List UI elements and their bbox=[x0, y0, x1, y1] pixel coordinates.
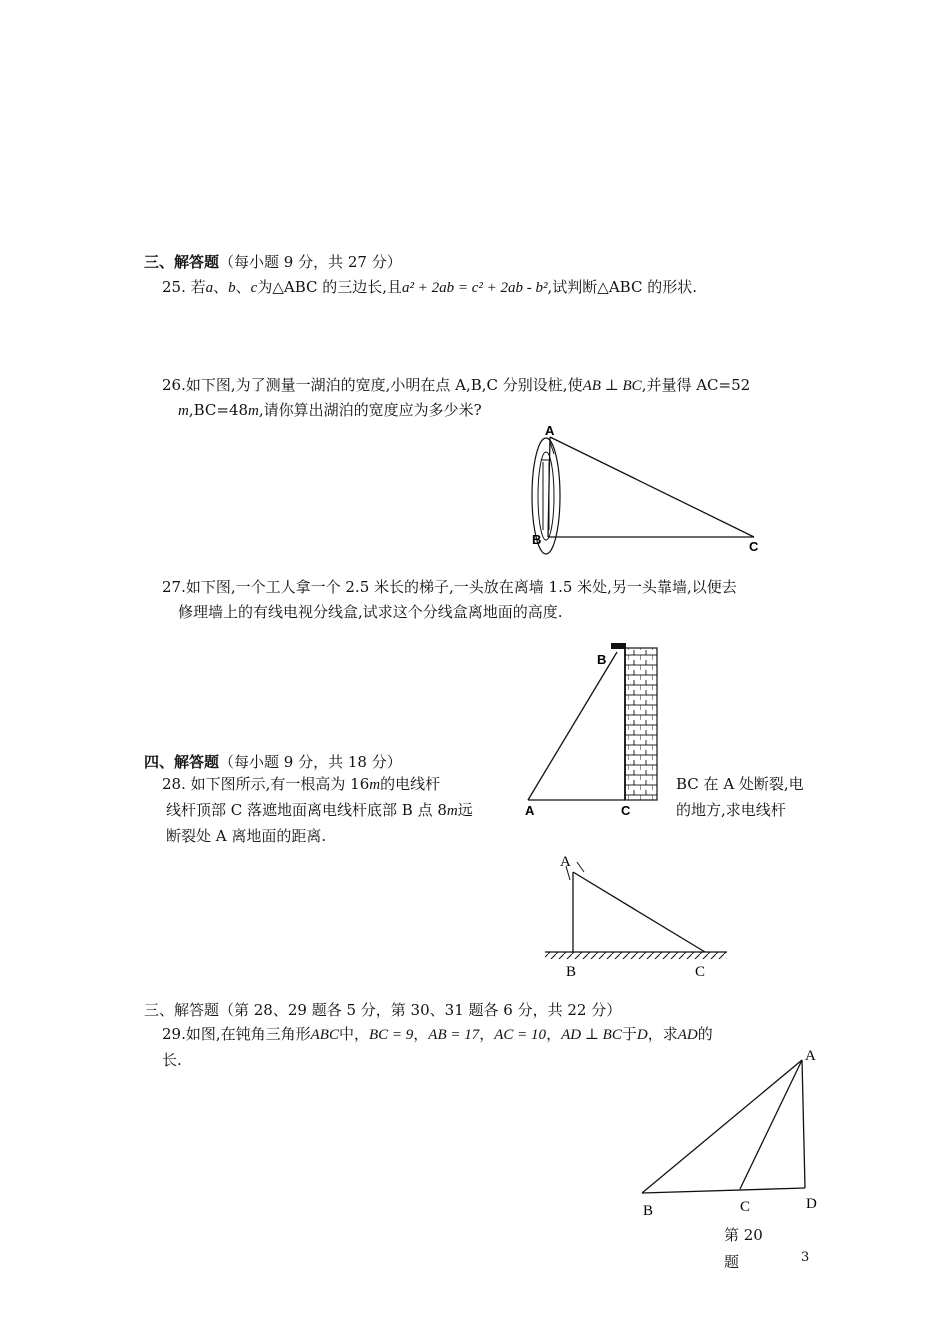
section-title: 四、解答题 bbox=[144, 753, 220, 771]
pole-figure bbox=[540, 850, 740, 980]
segment-ad bbox=[802, 1060, 805, 1188]
q28-text: 的电线杆 bbox=[380, 775, 441, 793]
point-c-label: C bbox=[740, 1199, 751, 1215]
point-c-label: C bbox=[695, 964, 706, 980]
q29-text: 中， bbox=[338, 1025, 369, 1043]
broken-ac bbox=[573, 872, 705, 952]
q25-prefix: 25. 若 bbox=[162, 278, 206, 296]
question-27-line1: 27.如下图,一个工人拿一个 2.5 米长的梯子,一头放在离墙 1.5 米处,另一头靠墙,以便去 bbox=[162, 578, 737, 596]
q29-math: AC = 10 bbox=[494, 1027, 547, 1043]
q29-text: ， bbox=[546, 1025, 562, 1043]
question-28-line2-right: 的地方,求电线杆 bbox=[676, 801, 786, 819]
q26-text: ,BC=48 bbox=[188, 401, 249, 419]
question-26-line1 bbox=[162, 374, 750, 395]
q29-text: ， bbox=[479, 1025, 495, 1043]
unit-m: m bbox=[178, 403, 189, 419]
q26-text: 26.如下图,为了测量一湖泊的宽度,小明在点 A,B,C 分别设桩,使 bbox=[162, 376, 583, 394]
q29-text: 29.如图,在钝角三角形 bbox=[162, 1025, 311, 1043]
q29-text: ， bbox=[413, 1025, 429, 1043]
q29-math: BC = 9 bbox=[368, 1027, 414, 1043]
question-25 bbox=[162, 276, 697, 297]
section-note: （每小题 9 分，共 27 分） bbox=[219, 253, 402, 271]
q25-mid: 为△ABC 的三边长,且 bbox=[257, 278, 403, 296]
lake-figure bbox=[520, 420, 780, 555]
segment-bd bbox=[642, 1188, 805, 1193]
q25-equation: a² + 2ab = c² + 2ab - b² bbox=[402, 280, 548, 296]
q25-suffix: ,试判断△ABC 的形状. bbox=[547, 278, 697, 296]
q25-sep: 、 bbox=[213, 278, 229, 296]
q29-math: AD ⊥ BC bbox=[561, 1027, 622, 1043]
point-a-label: A bbox=[525, 803, 535, 818]
point-b-label: B bbox=[597, 652, 607, 667]
section-note: （每小题 9 分，共 18 分） bbox=[219, 753, 402, 771]
var-c: c bbox=[250, 280, 258, 296]
point-a-label: A bbox=[545, 423, 555, 438]
q28-text: 远 bbox=[457, 801, 473, 819]
question-28-line3: 断裂处 A 离地面的距离. bbox=[166, 827, 327, 845]
ladder-figure bbox=[520, 640, 670, 820]
q28-text: 线杆顶部 C 落遮地面离电线杆底部 B 点 8 bbox=[166, 801, 447, 819]
question-28-line1 bbox=[162, 773, 440, 794]
var-a: a bbox=[205, 280, 214, 296]
q29-math: AB = 17 bbox=[428, 1027, 480, 1043]
unit-m: m bbox=[369, 777, 381, 793]
point-c-label: C bbox=[621, 803, 631, 818]
segment-ba bbox=[642, 1060, 802, 1193]
question-28-line2 bbox=[166, 799, 473, 820]
figure-caption-line1: 第 20 bbox=[724, 1226, 763, 1244]
segment-ca bbox=[740, 1060, 802, 1189]
section-title: 三、解答题 bbox=[144, 253, 220, 271]
ladder-line bbox=[528, 652, 617, 800]
q29-math: ABC bbox=[310, 1027, 339, 1043]
unit-m: m bbox=[446, 803, 458, 819]
question-29-line2: 长. bbox=[162, 1051, 182, 1069]
q26-perp: AB ⊥ BC bbox=[582, 378, 642, 394]
point-a-label: A bbox=[805, 1048, 816, 1064]
q29-math: AD bbox=[677, 1027, 698, 1043]
section-header bbox=[144, 751, 402, 772]
unit-m: m bbox=[248, 403, 259, 419]
section-header bbox=[144, 251, 402, 272]
ground-hatch bbox=[545, 952, 727, 959]
point-d-label: D bbox=[806, 1196, 817, 1212]
q26-text: ,并量得 AC=52 bbox=[641, 376, 751, 394]
section-header: 三、解答题（第 28、29 题各 5 分，第 30、31 题各 6 分，共 22 分） bbox=[144, 1001, 622, 1019]
point-b-label: B bbox=[643, 1203, 654, 1219]
point-b-label: B bbox=[566, 964, 577, 980]
segment-ac bbox=[550, 437, 754, 537]
question-26-line2 bbox=[178, 399, 482, 420]
q29-math: D bbox=[636, 1027, 648, 1043]
q29-text: ，求 bbox=[647, 1025, 678, 1043]
q28-text: 28. 如下图所示,有一根高为 16 bbox=[162, 775, 370, 793]
var-b: b bbox=[228, 280, 236, 296]
point-c-label: C bbox=[749, 539, 759, 554]
question-28-line1-right: BC 在 A 处断裂,电 bbox=[676, 775, 804, 793]
q26-text: ,请你算出湖泊的宽度应为多少米? bbox=[258, 401, 482, 419]
figure-caption-line2: 题 bbox=[724, 1253, 740, 1271]
triangle-figure bbox=[630, 1040, 830, 1220]
page-number: 3 bbox=[801, 1250, 810, 1265]
point-a-label: A bbox=[560, 854, 571, 870]
q25-sep: 、 bbox=[235, 278, 251, 296]
point-b-label: B bbox=[532, 532, 542, 547]
question-27-line2: 修理墙上的有线电视分线盒,试求这个分线盒离地面的高度. bbox=[178, 603, 563, 621]
brick-wall bbox=[625, 648, 657, 800]
q29-text: 于 bbox=[621, 1025, 637, 1043]
q29-text: 的 bbox=[697, 1025, 713, 1043]
cable-box bbox=[611, 643, 626, 649]
